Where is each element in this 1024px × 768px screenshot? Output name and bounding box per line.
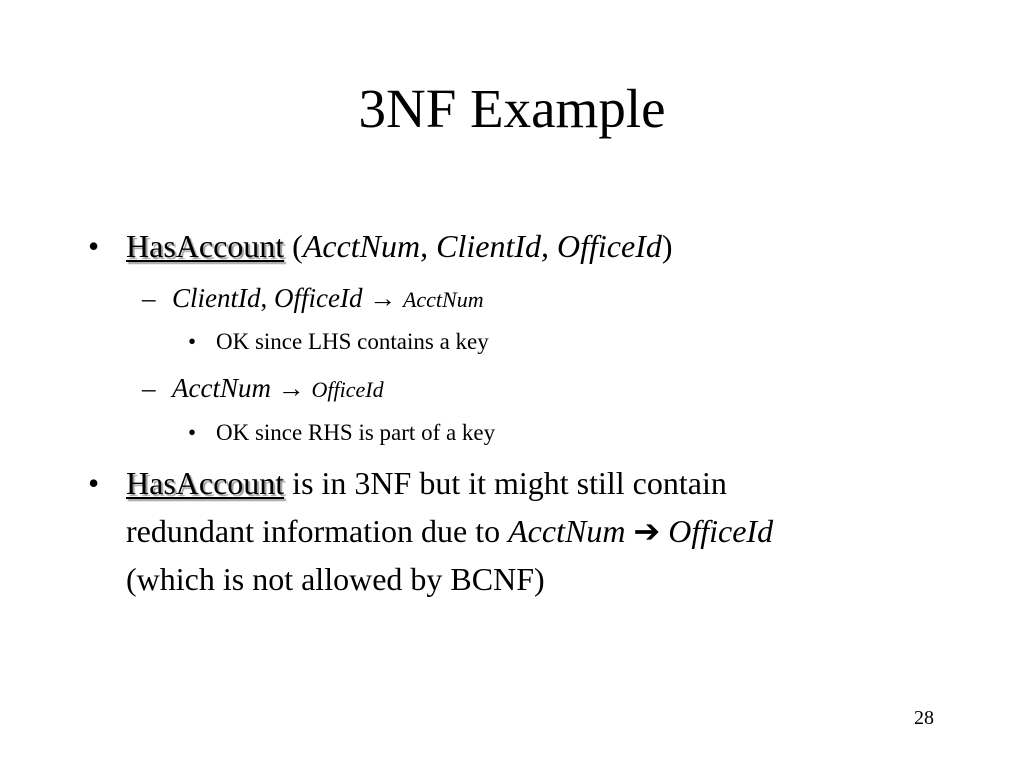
bullet-1-text (126, 226, 673, 266)
sub-bullet-2-text (172, 371, 384, 407)
bullet-2-line-2 (126, 511, 773, 551)
arrow-icon: → (362, 283, 403, 313)
sub-bullet-1-text (172, 281, 484, 317)
bullet-marker: • (188, 420, 197, 445)
relation-name: HasAccount (126, 465, 285, 501)
fd-rhs: AcctNum (402, 287, 484, 312)
fd-lhs: AcctNum (508, 513, 626, 549)
bullet-marker: • (88, 465, 100, 501)
arrow-icon: ➔ (625, 513, 669, 549)
note-text: OK since RHS is part of a key (216, 420, 496, 445)
arrow-icon: → (270, 373, 312, 403)
note-text: OK since LHS contains a key (216, 329, 489, 354)
bullet-2-line-1 (126, 463, 727, 503)
relation-attributes: AcctNum, ClientId, OfficeId (302, 228, 662, 264)
fd-lhs-a: ClientId (172, 283, 261, 313)
relation-name: HasAccount (126, 228, 285, 264)
slide-title: 3NF Example (358, 78, 666, 139)
bullet-marker: • (88, 228, 100, 264)
bullet-marker: • (188, 329, 197, 354)
dash-marker: – (142, 283, 156, 313)
bullet-2-rest: is in 3NF but it might still contain (284, 465, 727, 501)
open-paren: ( (284, 228, 303, 264)
page-number: 28 (914, 707, 934, 729)
fd-comma: , (260, 283, 274, 313)
dash-marker: – (142, 373, 156, 403)
fd-rhs: OfficeId (668, 513, 774, 549)
fd-lhs-b: OfficeId (274, 283, 363, 313)
close-paren: ) (661, 228, 673, 264)
fd-rhs: OfficeId (311, 377, 384, 402)
fd-lhs: AcctNum (172, 373, 271, 403)
bullet-2-line-3: (which is not allowed by BCNF) (126, 561, 545, 597)
bullet-2-line-2-text: redundant information due to (126, 513, 509, 549)
